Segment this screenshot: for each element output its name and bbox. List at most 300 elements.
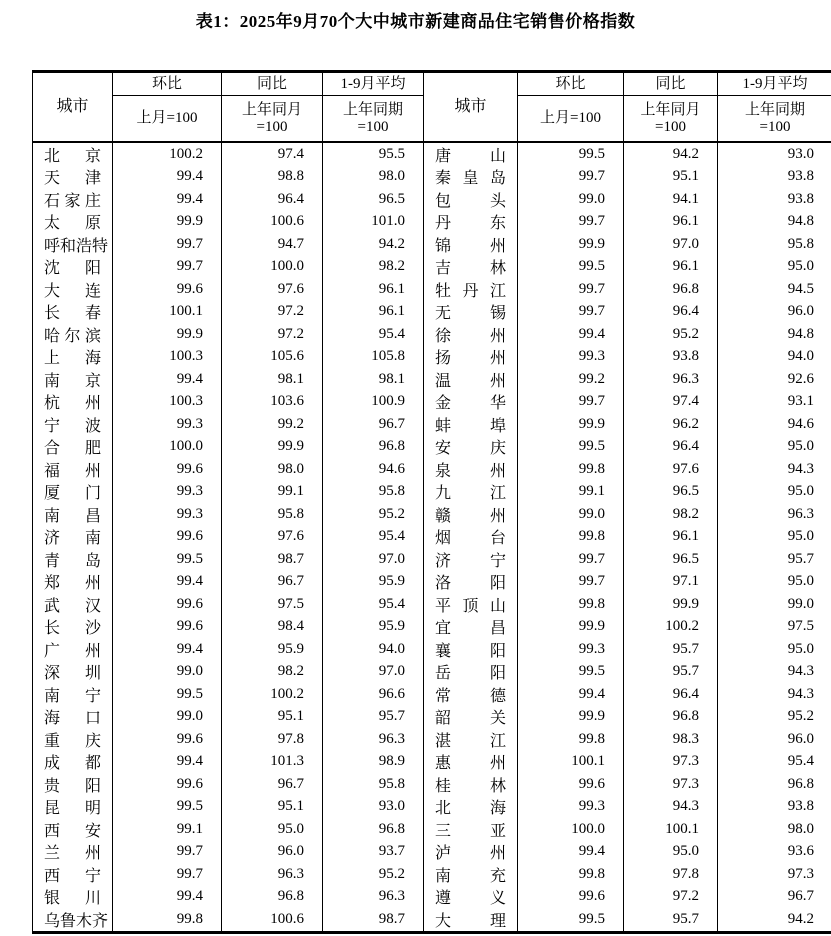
yoy-value: 95.7 xyxy=(624,661,718,684)
city-name xyxy=(424,503,518,526)
avg-value: 97.0 xyxy=(323,548,424,571)
city-char: 江 xyxy=(489,282,506,300)
city-char: 厦 xyxy=(44,485,61,503)
city-char: 林 xyxy=(489,260,506,278)
avg-value: 95.4 xyxy=(323,593,424,616)
city-char: 州 xyxy=(489,507,506,525)
yoy-value: 97.3 xyxy=(624,773,718,796)
city-char: 呼 xyxy=(44,237,61,255)
city-name xyxy=(33,368,113,391)
mom-value: 99.7 xyxy=(113,233,222,256)
mom-value: 99.5 xyxy=(518,256,624,279)
yoy-value: 96.0 xyxy=(222,841,323,864)
column-base-avg-right-line2: =100 xyxy=(759,118,791,135)
city-char: 齐 xyxy=(92,912,109,930)
city-char: 西 xyxy=(44,867,61,885)
mom-value: 99.9 xyxy=(113,211,222,234)
avg-value: 94.5 xyxy=(787,280,814,297)
city-name xyxy=(424,256,518,279)
city-name xyxy=(424,796,518,819)
column-base-yoy-left-line1: 上年同月 xyxy=(241,102,302,118)
column-header-city-right: 城市 xyxy=(424,73,518,141)
city-name xyxy=(33,233,113,256)
column-base-avg-right-line1: 上年同期 xyxy=(744,102,805,118)
avg-value: 93.1 xyxy=(787,393,814,410)
city-char: 昌 xyxy=(84,507,101,525)
avg-value: 96.6 xyxy=(323,683,424,706)
city-char: 南 xyxy=(84,530,101,548)
city-char: 泉 xyxy=(435,462,452,480)
yoy-value: 96.2 xyxy=(624,413,718,436)
avg-value: 94.2 xyxy=(323,233,424,256)
avg-value: 93.8 xyxy=(787,190,814,207)
city-char: 岳 xyxy=(435,665,452,683)
city-char: 济 xyxy=(44,530,61,548)
city-char: 郑 xyxy=(44,575,61,593)
city-name xyxy=(424,526,518,549)
city-char: 锦 xyxy=(435,237,452,255)
mom-value: 99.7 xyxy=(518,571,624,594)
mom-value: 100.0 xyxy=(113,436,222,459)
avg-value: 94.8 xyxy=(787,213,814,230)
yoy-value: 96.4 xyxy=(624,436,718,459)
mom-value: 99.4 xyxy=(113,638,222,661)
city-name xyxy=(33,863,113,886)
yoy-value: 95.1 xyxy=(624,166,718,189)
city-char: 庄 xyxy=(84,192,101,210)
avg-value: 94.2 xyxy=(787,910,814,927)
city-char: 家 xyxy=(64,192,81,210)
yoy-value: 98.2 xyxy=(222,661,323,684)
avg-value: 94.3 xyxy=(787,685,814,702)
yoy-value: 96.1 xyxy=(624,256,718,279)
avg-value: 96.0 xyxy=(787,303,814,320)
city-char: 岛 xyxy=(489,170,506,188)
city-name xyxy=(424,436,518,459)
yoy-value: 96.8 xyxy=(624,278,718,301)
avg-value: 96.3 xyxy=(323,728,424,751)
city-name xyxy=(424,211,518,234)
mom-value: 99.5 xyxy=(518,436,624,459)
yoy-value: 100.2 xyxy=(624,616,718,639)
column-base-avg-left-line2: =100 xyxy=(357,118,389,135)
city-name xyxy=(424,346,518,369)
avg-value: 96.3 xyxy=(787,505,814,522)
avg-value: 92.6 xyxy=(787,370,814,387)
mom-value: 99.8 xyxy=(518,728,624,751)
city-char: 南 xyxy=(435,867,452,885)
city-char: 皇 xyxy=(462,170,479,188)
mom-value: 99.5 xyxy=(518,143,624,166)
yoy-value: 97.3 xyxy=(624,751,718,774)
city-char: 安 xyxy=(435,440,452,458)
avg-value: 93.7 xyxy=(323,841,424,864)
yoy-value: 98.1 xyxy=(222,368,323,391)
city-name xyxy=(424,323,518,346)
avg-value: 105.8 xyxy=(323,346,424,369)
column-header-yoy-right: 同比 xyxy=(624,73,718,96)
city-char: 金 xyxy=(435,395,452,413)
avg-value: 100.9 xyxy=(323,391,424,414)
yoy-value: 97.2 xyxy=(624,886,718,909)
avg-value: 93.6 xyxy=(787,843,814,860)
city-char: 韶 xyxy=(435,710,452,728)
city-char: 海 xyxy=(84,350,101,368)
city-name xyxy=(424,593,518,616)
mom-value: 99.7 xyxy=(113,256,222,279)
city-name xyxy=(424,908,518,931)
city-name xyxy=(424,571,518,594)
city-char: 京 xyxy=(84,147,101,165)
city-char: 蚌 xyxy=(435,417,452,435)
city-name xyxy=(33,683,113,706)
city-char: 鲁 xyxy=(60,912,77,930)
avg-value: 95.2 xyxy=(323,503,424,526)
yoy-value: 95.9 xyxy=(222,638,323,661)
column-header-avg-right: 1-9月平均 xyxy=(718,73,831,96)
city-name xyxy=(33,256,113,279)
yoy-value: 100.0 xyxy=(222,256,323,279)
yoy-value: 97.1 xyxy=(624,571,718,594)
column-base-avg-left-line1: 上年同期 xyxy=(342,102,403,118)
city-name xyxy=(424,773,518,796)
city-char: 乌 xyxy=(44,912,61,930)
yoy-value: 96.3 xyxy=(624,368,718,391)
city-char: 台 xyxy=(489,530,506,548)
mom-value: 99.4 xyxy=(113,188,222,211)
city-char: 波 xyxy=(84,417,101,435)
city-char: 唐 xyxy=(435,147,452,165)
city-char: 明 xyxy=(84,800,101,818)
city-char: 山 xyxy=(489,147,506,165)
city-char: 宁 xyxy=(84,687,101,705)
yoy-value: 94.7 xyxy=(222,233,323,256)
city-char: 惠 xyxy=(435,755,452,773)
yoy-value: 97.6 xyxy=(222,526,323,549)
city-char: 大 xyxy=(435,912,452,930)
yoy-value: 96.5 xyxy=(624,481,718,504)
city-char: 海 xyxy=(44,710,61,728)
yoy-value: 98.2 xyxy=(624,503,718,526)
yoy-value: 100.1 xyxy=(624,818,718,841)
city-char: 阳 xyxy=(84,260,101,278)
city-name xyxy=(33,728,113,751)
avg-value: 95.2 xyxy=(323,863,424,886)
city-name xyxy=(33,638,113,661)
city-char: 东 xyxy=(489,215,506,233)
avg-value: 101.0 xyxy=(323,211,424,234)
city-char: 滨 xyxy=(84,327,101,345)
city-char: 洛 xyxy=(435,575,452,593)
yoy-value: 96.3 xyxy=(222,863,323,886)
city-char: 丹 xyxy=(462,282,479,300)
yoy-value: 95.8 xyxy=(222,503,323,526)
column-header-mom-left: 环比 xyxy=(113,73,222,96)
city-char: 山 xyxy=(489,597,506,615)
yoy-value: 95.2 xyxy=(624,323,718,346)
city-char: 川 xyxy=(84,890,101,908)
yoy-value: 99.1 xyxy=(222,481,323,504)
mom-value: 99.3 xyxy=(518,346,624,369)
city-char: 牡 xyxy=(435,282,452,300)
yoy-value: 100.2 xyxy=(222,683,323,706)
avg-value: 95.0 xyxy=(787,640,814,657)
city-char: 州 xyxy=(489,462,506,480)
city-char: 宜 xyxy=(435,620,452,638)
city-char: 关 xyxy=(489,710,506,728)
city-name xyxy=(33,436,113,459)
city-char: 安 xyxy=(84,822,101,840)
city-char: 合 xyxy=(44,440,61,458)
city-char: 无 xyxy=(435,305,452,323)
city-char: 原 xyxy=(84,215,101,233)
city-name xyxy=(33,616,113,639)
yoy-value: 95.7 xyxy=(624,638,718,661)
column-base-yoy-left xyxy=(222,96,323,141)
yoy-value: 96.1 xyxy=(624,526,718,549)
mom-value: 99.9 xyxy=(113,323,222,346)
city-char: 江 xyxy=(489,485,506,503)
yoy-value: 99.9 xyxy=(624,593,718,616)
city-char: 州 xyxy=(84,462,101,480)
mom-value: 99.7 xyxy=(518,391,624,414)
city-char: 州 xyxy=(489,350,506,368)
mom-value: 99.1 xyxy=(113,818,222,841)
yoy-value: 96.5 xyxy=(624,548,718,571)
avg-value: 95.4 xyxy=(323,323,424,346)
city-char: 林 xyxy=(489,777,506,795)
city-char: 包 xyxy=(435,192,452,210)
city-char: 州 xyxy=(489,327,506,345)
city-name xyxy=(33,571,113,594)
city-char: 尔 xyxy=(64,327,81,345)
city-char: 理 xyxy=(489,912,506,930)
city-char: 阳 xyxy=(84,777,101,795)
yoy-value: 100.6 xyxy=(222,211,323,234)
mom-value: 100.0 xyxy=(518,818,624,841)
city-char: 州 xyxy=(489,845,506,863)
city-char: 平 xyxy=(435,597,452,615)
city-name xyxy=(33,346,113,369)
city-char: 温 xyxy=(435,372,452,390)
yoy-value: 95.1 xyxy=(222,706,323,729)
avg-value: 94.6 xyxy=(323,458,424,481)
mom-value: 99.7 xyxy=(518,166,624,189)
mom-value: 100.1 xyxy=(113,301,222,324)
avg-value: 95.7 xyxy=(323,706,424,729)
city-name xyxy=(33,503,113,526)
mom-value: 99.6 xyxy=(113,593,222,616)
yoy-value: 96.8 xyxy=(624,706,718,729)
mom-value: 99.9 xyxy=(518,233,624,256)
city-char: 京 xyxy=(84,372,101,390)
city-char: 德 xyxy=(489,687,506,705)
yoy-value: 98.3 xyxy=(624,728,718,751)
yoy-value: 98.8 xyxy=(222,166,323,189)
avg-value: 93.8 xyxy=(787,798,814,815)
city-char: 丹 xyxy=(435,215,452,233)
city-name xyxy=(424,166,518,189)
yoy-value: 96.4 xyxy=(624,301,718,324)
avg-value: 94.8 xyxy=(787,325,814,342)
avg-value: 98.2 xyxy=(323,256,424,279)
avg-value: 94.3 xyxy=(787,663,814,680)
city-char: 特 xyxy=(92,237,109,255)
mom-value: 99.5 xyxy=(113,548,222,571)
city-name xyxy=(33,593,113,616)
avg-value: 95.7 xyxy=(787,550,814,567)
city-name xyxy=(424,818,518,841)
mom-value: 99.7 xyxy=(113,841,222,864)
mom-value: 100.3 xyxy=(113,391,222,414)
column-base-yoy-right-line1: 上年同月 xyxy=(640,102,701,118)
mom-value: 99.4 xyxy=(518,683,624,706)
avg-value: 93.0 xyxy=(323,796,424,819)
avg-value: 96.8 xyxy=(787,775,814,792)
city-name xyxy=(424,391,518,414)
mom-value: 99.6 xyxy=(113,278,222,301)
city-name xyxy=(33,751,113,774)
city-name xyxy=(424,233,518,256)
mom-value: 99.6 xyxy=(113,773,222,796)
column-base-avg-right xyxy=(718,96,831,141)
avg-value: 95.5 xyxy=(323,143,424,166)
city-name xyxy=(33,773,113,796)
yoy-value: 94.1 xyxy=(624,188,718,211)
city-name xyxy=(33,413,113,436)
city-name xyxy=(424,368,518,391)
yoy-value: 101.3 xyxy=(222,751,323,774)
city-name xyxy=(424,683,518,706)
city-name xyxy=(33,323,113,346)
mom-value: 99.6 xyxy=(113,728,222,751)
city-char: 汉 xyxy=(84,597,101,615)
city-char: 三 xyxy=(435,822,452,840)
city-char: 成 xyxy=(44,755,61,773)
city-char: 州 xyxy=(84,845,101,863)
city-char: 沙 xyxy=(84,620,101,638)
column-base-yoy-right-line2: =100 xyxy=(655,118,686,135)
city-name xyxy=(424,638,518,661)
mom-value: 99.7 xyxy=(518,211,624,234)
mom-value: 99.8 xyxy=(518,526,624,549)
avg-value: 95.0 xyxy=(787,483,814,500)
column-base-mom-left: 上月=100 xyxy=(113,96,222,141)
table-body xyxy=(33,143,831,931)
city-char: 兰 xyxy=(44,845,61,863)
city-name xyxy=(424,458,518,481)
mom-value: 99.6 xyxy=(113,458,222,481)
city-char: 阳 xyxy=(489,575,506,593)
avg-value: 96.3 xyxy=(323,886,424,909)
city-char: 桂 xyxy=(435,777,452,795)
avg-value: 96.7 xyxy=(323,413,424,436)
city-char: 都 xyxy=(84,755,101,773)
city-name xyxy=(424,841,518,864)
city-name xyxy=(424,188,518,211)
yoy-value: 96.4 xyxy=(222,188,323,211)
city-char: 春 xyxy=(84,305,101,323)
city-name xyxy=(33,526,113,549)
city-name xyxy=(33,818,113,841)
yoy-value: 94.3 xyxy=(624,796,718,819)
column-header-avg-left: 1-9月平均 xyxy=(323,73,424,96)
city-char: 武 xyxy=(44,597,61,615)
city-char: 州 xyxy=(84,642,101,660)
city-name xyxy=(424,278,518,301)
city-char: 南 xyxy=(44,687,61,705)
mom-value: 99.9 xyxy=(518,413,624,436)
column-base-yoy-right xyxy=(624,96,718,141)
avg-value: 95.0 xyxy=(787,258,814,275)
avg-value: 98.0 xyxy=(787,820,814,837)
mom-value: 99.5 xyxy=(113,683,222,706)
city-name xyxy=(424,728,518,751)
avg-value: 96.1 xyxy=(323,278,424,301)
yoy-value: 98.7 xyxy=(222,548,323,571)
yoy-value: 95.7 xyxy=(624,908,718,931)
avg-value: 94.3 xyxy=(787,460,814,477)
yoy-value: 95.0 xyxy=(624,841,718,864)
avg-value: 95.8 xyxy=(323,481,424,504)
yoy-value: 100.6 xyxy=(222,908,323,931)
avg-value: 99.0 xyxy=(787,595,814,612)
mom-value: 99.3 xyxy=(113,503,222,526)
avg-value: 98.0 xyxy=(323,166,424,189)
avg-value: 95.8 xyxy=(323,773,424,796)
city-char: 州 xyxy=(489,755,506,773)
yoy-value: 96.4 xyxy=(624,683,718,706)
yoy-value: 96.1 xyxy=(624,211,718,234)
avg-value: 94.0 xyxy=(787,348,814,365)
yoy-value: 98.0 xyxy=(222,458,323,481)
city-name xyxy=(33,211,113,234)
city-char: 西 xyxy=(44,822,61,840)
mom-value: 99.4 xyxy=(113,368,222,391)
mom-value: 99.4 xyxy=(518,841,624,864)
mom-value: 99.9 xyxy=(518,706,624,729)
city-name xyxy=(33,458,113,481)
yoy-value: 93.8 xyxy=(624,346,718,369)
city-char: 埠 xyxy=(489,417,506,435)
city-char: 遵 xyxy=(435,890,452,908)
mom-value: 99.2 xyxy=(518,368,624,391)
yoy-value: 96.7 xyxy=(222,773,323,796)
mom-value: 99.0 xyxy=(518,188,624,211)
city-char: 岛 xyxy=(84,552,101,570)
city-char: 天 xyxy=(44,170,61,188)
city-name xyxy=(33,301,113,324)
city-name xyxy=(33,143,113,166)
city-char: 华 xyxy=(489,395,506,413)
avg-value: 95.0 xyxy=(787,528,814,545)
city-char: 顶 xyxy=(462,597,479,615)
avg-value: 98.1 xyxy=(323,368,424,391)
city-name xyxy=(424,301,518,324)
city-char: 锡 xyxy=(489,305,506,323)
avg-value: 96.8 xyxy=(323,436,424,459)
city-char: 昌 xyxy=(489,620,506,638)
city-char: 南 xyxy=(44,507,61,525)
city-char: 烟 xyxy=(435,530,452,548)
mom-value: 99.4 xyxy=(518,323,624,346)
price-index-table xyxy=(32,70,831,934)
city-char: 青 xyxy=(44,552,61,570)
avg-value: 97.3 xyxy=(787,865,814,882)
mom-value: 99.4 xyxy=(113,571,222,594)
city-char: 长 xyxy=(44,620,61,638)
city-char: 南 xyxy=(44,372,61,390)
